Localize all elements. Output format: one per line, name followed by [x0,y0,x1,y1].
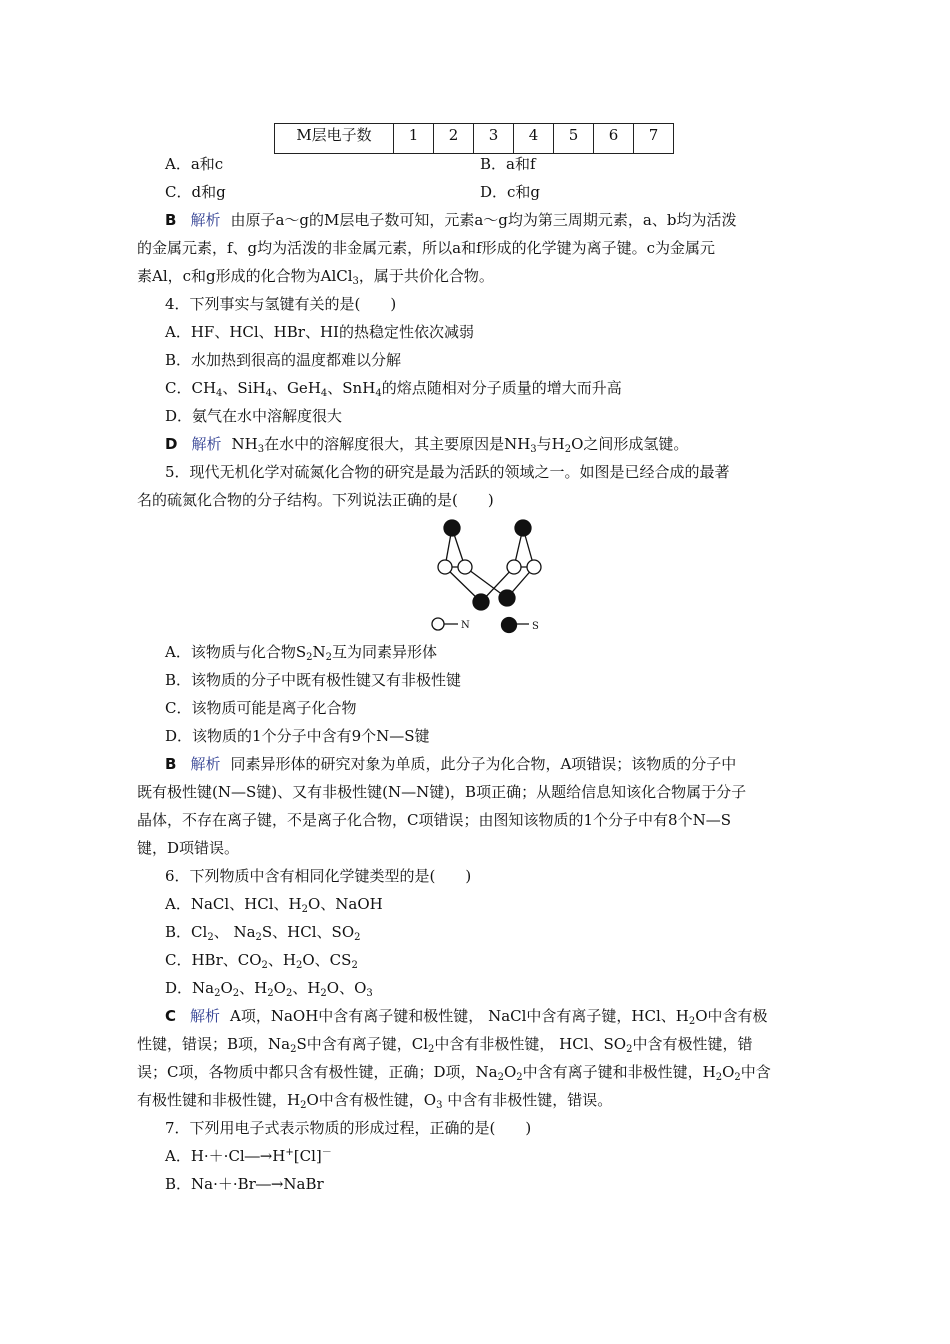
nitrogen-atom [438,560,452,574]
q4-option-d: D．氨气在水中溶解度很大 [165,407,343,425]
q6-stem: 6．下列物质中含有相同化学键类型的是( ) [165,867,472,885]
nitrogen-atom [458,560,472,574]
q3-explanation-line-3: 素Al，c和g形成的化合物为AlCl$_3$，属于共价化合物。 [137,267,494,287]
q3-option-b: B．a和f [480,155,536,173]
m-shell-electron-table [274,123,674,154]
q6-explanation-line-3: 误；C项，各物质中都只含有极性键，正确；D项，$Na_2O_2$中含有离子键和非极性键，$H_2O_2$中含 [137,1063,771,1083]
q4-option-c: C．$CH_4$、SiH$_4$、GeH$_4$、SnH$_4$的熔点随相对分子质量的增大而升高 [165,379,622,399]
q3-explanation-line-1: B 解析 由原子a～g的M层电子数可知，元素a～g均为第三周期元素，a、b均为活泼 [165,211,737,229]
q6-explanation-line-4: 有极性键和非极性键，$H_2O$中含有极性键，$O_3$ 中含有非极性键，错误。 [137,1091,613,1111]
sulfur-atom [473,594,489,610]
table-cell: 5 [554,124,594,154]
legend-sulfur-atom [502,618,517,633]
q3-option-c: C．d和g [165,183,226,201]
sulfur-atom [499,590,515,606]
q3-option-d: D．c和g [480,183,541,201]
q4-option-b: B．水加热到很高的温度都难以分解 [165,351,402,369]
table-cell: 2 [434,124,474,154]
answer-letter: D [165,435,178,453]
q5-explanation-line-3: 晶体，不存在离子键，不是离子化合物，C项错误；由图知该物质的1个分子中有8个N—S [137,811,731,829]
legend-n-label: N [461,620,470,631]
explanation-label: 解析 [190,211,221,229]
q7-option-a: A．H·＋·Cl―→H+[Cl]－ [165,1147,332,1165]
q4-option-a: A．HF、HCl、HBr、HI的热稳定性依次减弱 [165,323,474,341]
q7-stem: 7．下列用电子式表示物质的形成过程，正确的是( ) [165,1119,532,1137]
q5-option-a: A．该物质与化合物$S_2N_2$互为同素异形体 [165,643,437,663]
sulfur-nitride-molecule-diagram [430,510,560,635]
q6-explanation-line-2: 性键，错误；B项，$Na_2S$中含有离子键，$Cl_2$中含有非极性键， HCl、$SO_2$中含有极性键，错 [137,1035,753,1055]
table-cell: 3 [474,124,514,154]
q5-explanation-line-1: B 解析 同素异形体的研究对象为单质，此分子为化合物，A项错误；该物质的分子中 [165,755,737,773]
q5-explanation-line-4: 键，D项错误。 [137,839,240,857]
q5-stem-line-1: 5．现代无机化学对硫氮化合物的研究是最为活跃的领域之一。如图是已经合成的最著 [165,463,730,481]
q5-option-b: B．该物质的分子中既有极性键又有非极性键 [165,671,462,689]
q7-option-b: B．Na·＋·Br―→NaBr [165,1175,324,1193]
legend-s-label: S [532,621,539,632]
q4-explanation: D 解析 $NH_3$在水中的溶解度很大，其主要原因是$NH_3$与$H_2O$之间形成氢键。 [165,435,689,455]
table-row [275,124,674,154]
q6-option-b: B．$Cl_2$、 $Na_2S$、HCl、$SO_2$ [165,923,361,943]
q6-option-c: C．HBr、$CO_2$、$H_2O$、$CS_2$ [165,951,358,971]
table-cell: 6 [594,124,634,154]
nitrogen-atom [507,560,521,574]
explanation-label: 解析 [190,1007,221,1025]
sulfur-atom [444,520,460,536]
q4-stem: 4．下列事实与氢键有关的是( ) [165,295,397,313]
answer-letter: C [165,1007,177,1025]
nitrogen-atom [527,560,541,574]
table-header-cell: M层电子数 [275,124,394,154]
legend-nitrogen-atom [432,618,444,630]
table-cell: 1 [394,124,434,154]
q6-explanation-line-1: C 解析 A项，NaOH中含有离子键和极性键， NaCl中含有离子键，HCl、$H_2O$中含有极 [165,1007,768,1027]
q3-option-a: A．a和c [165,155,224,173]
q3-explanation-line-2: 的金属元素，f、g均为活泼的非金属元素，所以a和f形成的化学键为离子键。c为金属元 [137,239,716,257]
explanation-label: 解析 [190,755,221,773]
table-cell: 7 [634,124,674,154]
q5-option-c: C．该物质可能是离子化合物 [165,699,357,717]
answer-letter: B [165,211,177,229]
q5-explanation-line-2: 既有极性键(N—S键)、又有非极性键(N—N键)，B项正确；从题给信息知该化合物属于分子 [137,783,747,801]
table-cell: 4 [514,124,554,154]
explanation-label: 解析 [191,435,222,453]
q6-option-a: A．NaCl、HCl、$H_2O$、NaOH [165,895,383,915]
q6-option-d: D．$Na_2O_2$、$H_2O_2$、$H_2O$、$O_3$ [165,979,373,999]
q5-option-d: D．该物质的1个分子中含有9个N—S键 [165,727,430,745]
sulfur-atom [515,520,531,536]
answer-letter: B [165,755,177,773]
q5-stem-line-2: 名的硫氮化合物的分子结构。下列说法正确的是( ) [137,491,494,509]
